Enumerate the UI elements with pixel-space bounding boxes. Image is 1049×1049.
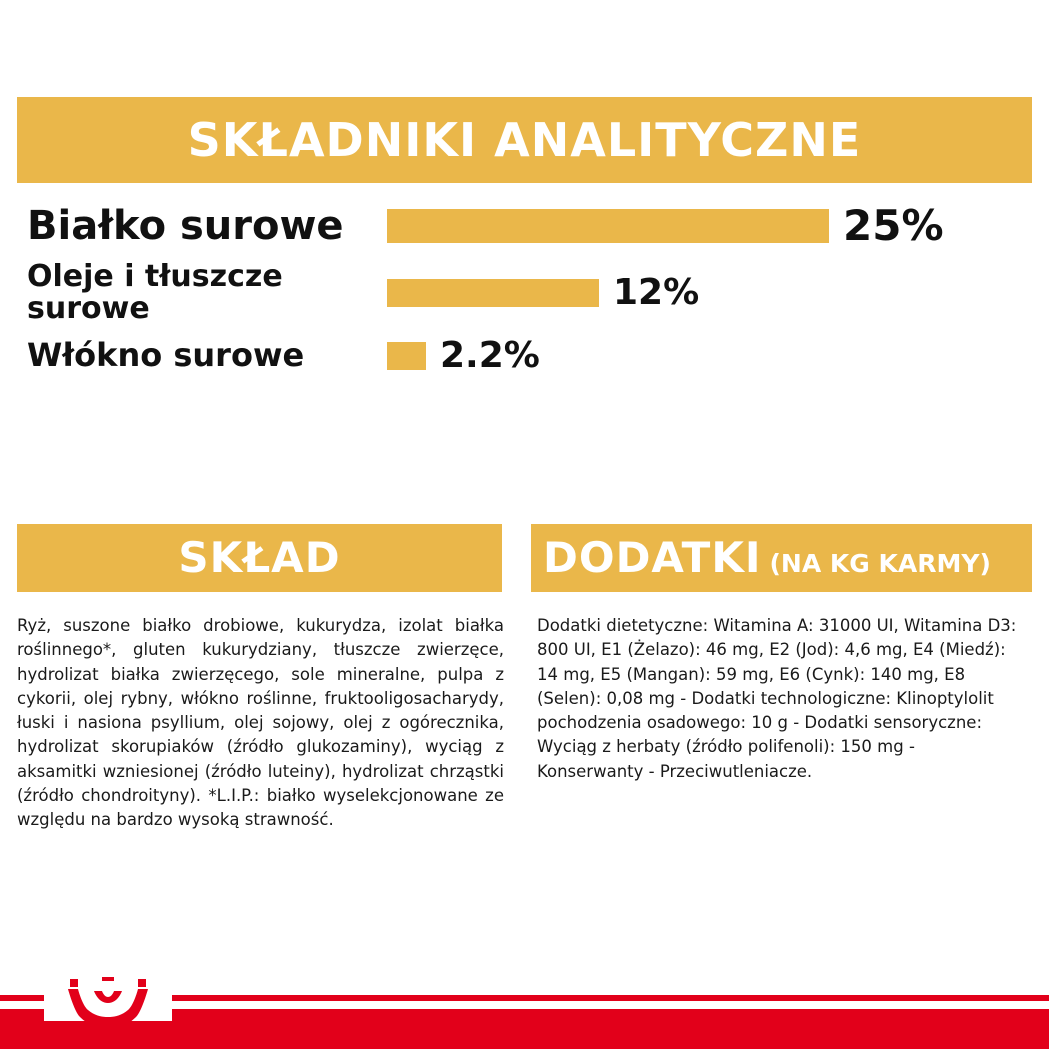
nutrient-bar-group-protein [387, 201, 944, 250]
additives-text: Dodatki dietetyczne: Witamina A: 31000 UI, Witamina D3: 800 UI, E1 (Żelazo): 46 mg, E2 (Jod): 4,6 mg, E4 (Miedź): 14 mg, E5 (Mangan): 59 mg, E6 (Cynk): 140 mg, E8 (Selen): 0,08 mg - Dodatki technologiczne: Klinoptylolit pochodzenia osadowego: 10 g - Dodatki sensoryczne: Wyciąg z herbaty (źródło polifenoli): 150 mg - Konserwanty - Przeciwutleniacze. [537, 616, 1017, 781]
composition-header [17, 524, 502, 592]
analytical-constituents-title: SKŁADNIKI ANALITYCZNE [187, 113, 862, 167]
additives-title-wrap [543, 533, 991, 582]
nutrient-bar-protein [387, 209, 829, 243]
analytical-constituents-header [17, 97, 1032, 183]
nutrient-bar-fibre [387, 342, 426, 370]
royal-canin-crown-icon [66, 977, 150, 1037]
nutrient-label-fibre: Włókno surowe [27, 336, 305, 375]
additives-title: DODATKI [543, 533, 762, 582]
nutrient-bar-group-fat [387, 271, 700, 313]
nutrient-bar-group-fibre [387, 335, 540, 376]
nutrient-row [17, 335, 1032, 376]
nutrient-label-protein: Białko surowe [27, 203, 344, 249]
nutrient-row [17, 261, 1032, 324]
nutrient-value-fat: 12% [613, 271, 700, 313]
additives-title-suffix: (NA KG KARMY) [769, 549, 991, 578]
nutrient-label-fat: Oleje i tłuszcze surowe [27, 259, 283, 326]
nutrient-value-protein: 25% [843, 201, 944, 250]
nutrient-value-fibre: 2.2% [440, 335, 540, 376]
additives-header [531, 524, 1032, 592]
composition-text: Ryż, suszone białko drobiowe, kukurydza, izolat białka roślinnego*, gluten kukurydziany, tłuszcze zwierzęce, hydrolizat białka zwierzęcego, sole mineralne, pulpa z cykorii, olej rybny, włókno roślinne, fruktooligosacharydy, łuski i nasiona psyllium, olej sojowy, olej z ogórecznika, hydrolizat skorupiaków (źródło glukozaminy), wyciąg z aksamitki wzniesionej (źródło luteiny), hydrolizat chrząstki (źródło chondroityny). *L.I.P.: białko wyselekcjonowane ze względu na bardzo wysoką strawność. [17, 616, 504, 829]
brand-footer [0, 977, 1049, 1049]
nutrient-chart [17, 201, 1032, 380]
nutrient-row [17, 201, 1032, 250]
composition-title: SKŁAD [178, 533, 341, 582]
nutrient-bar-fat [387, 279, 599, 307]
